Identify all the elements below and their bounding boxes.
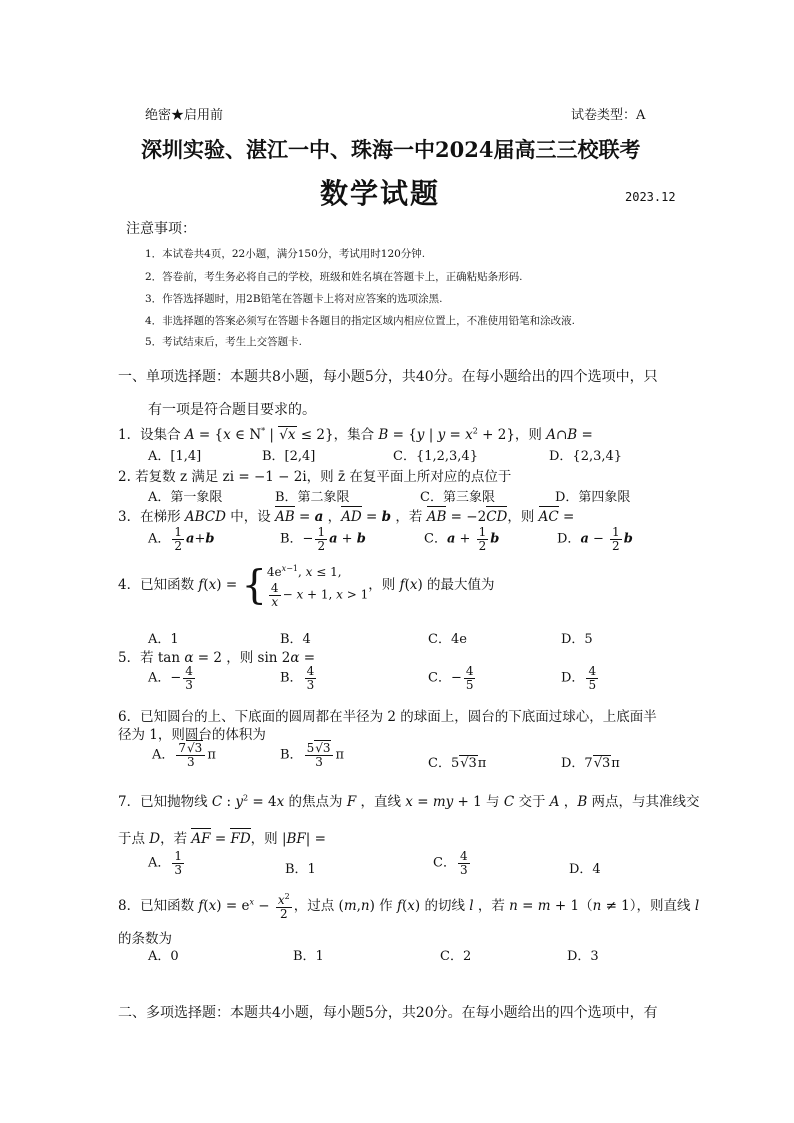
notice-item: 2．答卷前，考生务必将自己的学校，班级和姓名填在答题卡上，正确粘贴条形码. [145, 271, 523, 283]
subject-title: 数学试题 [320, 177, 441, 210]
notice-item: 1．本试卷共4页，22小题，满分150分，考试用时120分钟. [145, 248, 426, 260]
question-8-option-c: C．2 [440, 949, 472, 964]
question-5-option-d: D． $\frac{4}{5}$ [561, 664, 597, 692]
question-5-option-a: A．− $\frac{4}{3}$ [148, 664, 193, 692]
question-7-stem: 7．已知抛物线 C : $y^2 = 4x$ 的焦点为 F ，直线 x = my + 1 与 C 交于 A ，B 两点，与其准线交 [118, 793, 700, 810]
question-5-option-c: C．− $\frac{4}{5}$ [428, 664, 474, 692]
question-8-option-d: D．3 [567, 949, 599, 964]
question-4-option-d: D．5 [561, 632, 593, 647]
question-3-option-c: C．a + $\frac{1}{2}$ b [424, 525, 500, 553]
question-6-option-c: C．5√3π [428, 756, 487, 771]
section2-intro: 二、多项选择题：本题共4小题，每小题5分，共20分。在每小题给出的四个选项中，有 [118, 1005, 658, 1021]
question-4-option-c: C．4e [428, 632, 467, 647]
question-6-option-d: D．7√3π [561, 756, 620, 771]
question-1-option-c: C．{1,2,3,4} [393, 449, 478, 464]
question-3-stem: 3．在梯形 ABCD 中，设 AB = a ，AD = b ，若 AB = −2CD，则 AC = [118, 509, 575, 525]
question-6-option-b: B． $\frac{5√3}{3}$ π [280, 741, 345, 769]
question-4-option-a: A．1 [148, 632, 179, 647]
section1-intro: 一、单项选择题：本题共8小题，每小题5分，共40分。在每小题给出的四个选项中，只 [118, 369, 658, 385]
question-5-option-b: B． $\frac{4}{3}$ [280, 664, 315, 692]
question-5-stem: 5．若 tan α = 2 ，则 sin 2α = [118, 650, 316, 666]
question-6-stem: 6．已知圆台的上、下底面的圆周都在半径为 2 的球面上，圆台的下底面过球心，上底面半 [118, 709, 657, 725]
notice-item: 4．非选择题的答案必须写在答题卡各题目的指定区域内相应位置上，不准使用铅笔和涂改液. [145, 315, 576, 327]
question-2-option-a: A．第一象限 [148, 490, 223, 505]
notice-item: 5．考试结束后，考生上交答题卡. [145, 336, 303, 348]
question-3-option-b: B．− $\frac{1}{2}$ a + b [280, 525, 366, 553]
paper-type-label: 试卷类型：A [571, 108, 646, 123]
question-1-stem: 1．设集合 A = {x ∈ N* | √x ≤ 2}，集合 B = {y | $y = x^2 + 2$}，则 A∩B = [118, 426, 593, 443]
question-2-option-d: D．第四象限 [555, 490, 631, 505]
exam-date: 2023.12 [625, 190, 676, 204]
question-2-option-c: C．第三象限 [420, 490, 495, 505]
question-8-stem-cont: 的条数为 [118, 931, 172, 947]
confidential-label: 绝密★启用前 [145, 108, 224, 123]
question-7-option-b: B．1 [285, 862, 316, 877]
question-7-option-d: D．4 [569, 862, 601, 877]
question-4-stem: 4．已知函数 f(x) = { $4e^{x-1}$, x ≤ 1, $\frac{4}{x}$ − x + 1, x > 1 ，则 f(x) 的最大值为 [118, 562, 495, 609]
question-1-option-b: B．[2,4] [262, 449, 316, 464]
question-8-option-b: B．1 [293, 949, 324, 964]
section1-intro-cont: 有一项是符合题目要求的。 [148, 402, 316, 418]
question-1-option-d: D．{2,3,4} [549, 449, 623, 464]
question-3-option-a: A． $\frac{1}{2}$ a+b [148, 525, 215, 553]
question-2-option-b: B．第二象限 [275, 490, 350, 505]
question-6-stem-cont: 径为 1，则圆台的体积为 [118, 727, 266, 743]
question-1-option-a: A．[1,4] [148, 449, 202, 464]
question-2-stem: 2. 若复数 z 满足 zi = −1 − 2i，则 z̄ 在复平面上所对应的点位于 [118, 469, 512, 485]
exam-title: 深圳实验、湛江一中、珠海一中2024届高三三校联考 [141, 137, 641, 162]
question-8-option-a: A．0 [148, 949, 179, 964]
question-3-option-d: D．a − $\frac{1}{2}$ b [557, 525, 633, 553]
question-6-option-a: A． $\frac{7√3}{3}$ π [152, 741, 216, 769]
question-4-option-b: B．4 [280, 632, 311, 647]
notice-item: 3．作答选择题时，用2B铅笔在答题卡上将对应答案的选项涂黑. [145, 293, 443, 305]
question-7-option-a: A． $\frac{1}{3}$ [148, 849, 183, 877]
question-8-stem: 8．已知函数 $f(x) = e^x$ − $\frac{x^2}{2}$ ，过点 (m,n) 作 f(x) 的切线 l ，若 n = m + 1（n ≠ 1），则直线 l [118, 892, 700, 921]
question-7-option-c: C． $\frac{4}{3}$ [433, 849, 468, 877]
question-7-stem-cont: 于点 D，若 AF = FD，则 |BF| = [118, 831, 326, 847]
notice-heading: 注意事项： [126, 221, 196, 237]
